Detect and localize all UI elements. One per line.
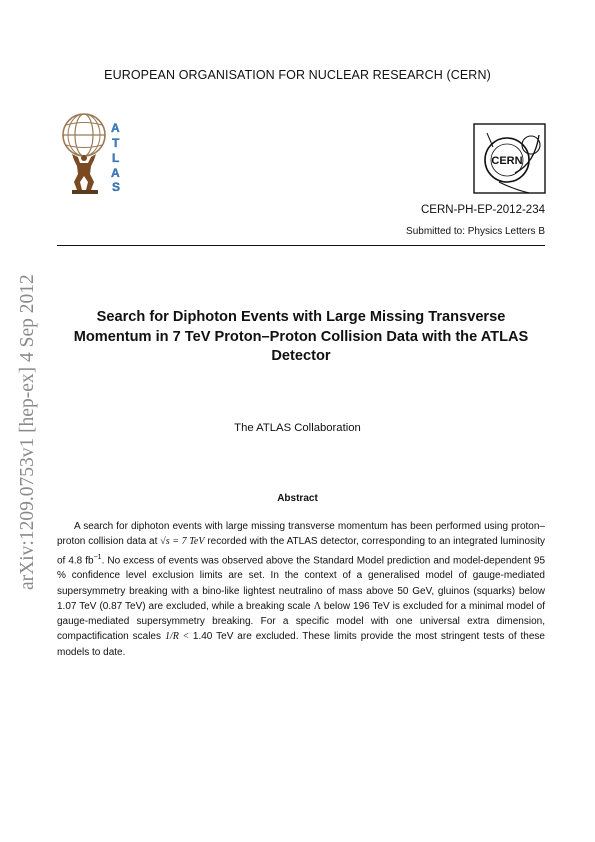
cern-logo [473, 123, 546, 194]
header-rule [57, 245, 545, 246]
atlas-logo [58, 110, 128, 196]
report-number: CERN-PH-EP-2012-234 [421, 204, 545, 216]
abstract-body [57, 519, 545, 660]
cern-logo-text: CERN [491, 155, 523, 167]
paper-title: Search for Diphoton Events with Large Missing Transverse Momentum in 7 TeV Proton–Proton Collision Data with the ATLAS Detector [73, 309, 529, 365]
abstract-text-5: 1.40 TeV are excluded. These limits provide the most stringent tests of these models to date. [57, 631, 545, 658]
svg-text:T: T [112, 136, 120, 150]
atlas-figure-icon [72, 154, 98, 194]
arxiv-stamp: arXiv:1209.0753v1 [hep-ex] 4 Sep 2012 [17, 274, 38, 590]
atlas-globe-icon [63, 114, 105, 156]
lumi-exponent: −1 [93, 553, 102, 561]
svg-text:A: A [111, 166, 120, 180]
ued-formula: 1/R < [164, 631, 193, 643]
abstract-text-2: recorded with the ATLAS detector, corresponding to an integrated luminosity of 4.8 fb [57, 536, 546, 566]
svg-text:L: L [112, 151, 120, 165]
organisation-heading: EUROPEAN ORGANISATION FOR NUCLEAR RESEARCH (CERN) [104, 68, 491, 82]
abstract-text-3: . No excess of events was observed above the Standard Model prediction and model-dependent 95 % confidence level exclusion limits are set. In the context of a generalised model of gauge-mediated supersymmetry breaking with a bino-like lightest neutralino of mass above 50 GeV, gluinos (squarks) below 1.07 TeV (0.87 TeV) are excluded, while a breaking scale [57, 554, 546, 612]
submitted-to: Submitted to: Physics Letters B [406, 226, 545, 237]
abstract-text-1: A search for diphoton events with large missing transverse momentum has been performed using proton–proton collision data at [57, 521, 545, 548]
svg-text:S: S [112, 180, 121, 194]
svg-text:A: A [111, 121, 120, 135]
lambda-symbol: Λ [313, 600, 321, 612]
abstract-text-4: below 196 TeV is excluded for a minimal model of gauge-mediated supersymmetry breaking. For a specific model with one universal extra dimension, compactification scales [57, 600, 545, 643]
energy-formula: √s = 7 TeV [160, 536, 205, 548]
abstract-heading: Abstract [277, 493, 318, 504]
authors: The ATLAS Collaboration [234, 422, 361, 434]
